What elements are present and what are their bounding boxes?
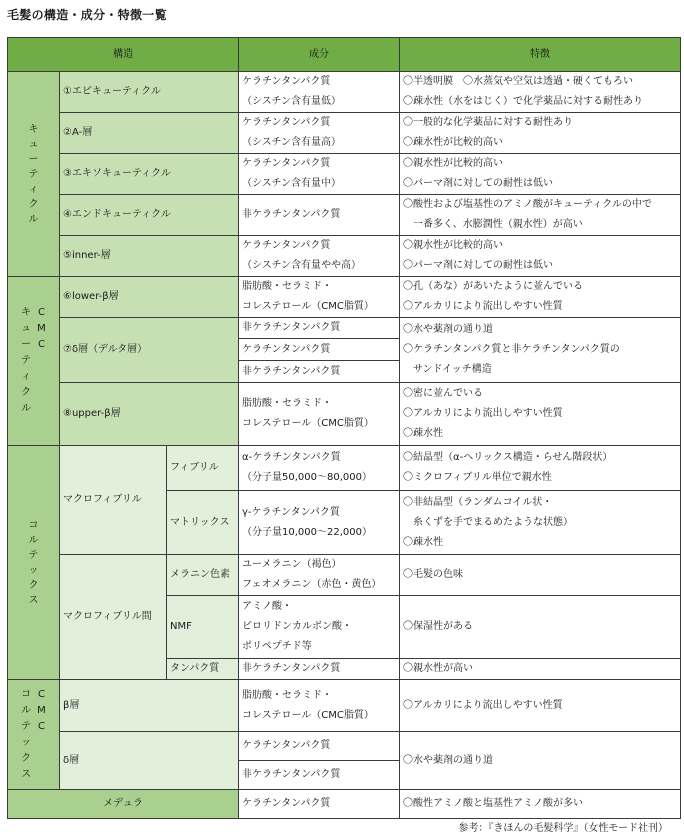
cell-line: 一番多く、水膨潤性（親水性）が高い <box>403 219 583 230</box>
component-cell <box>239 113 400 154</box>
cell-line: 〇孔（あな）があいたように並んでいる <box>403 281 583 292</box>
vertical-label-char: C <box>38 720 45 732</box>
cell-line: 〇結晶型（α-ヘリックス構造・らせん階段状） <box>403 452 613 463</box>
cell-line: コレステロール（CMC脂質） <box>242 301 374 312</box>
table-row <box>8 236 681 277</box>
structure-melanin: メラニン色素 <box>167 555 239 596</box>
component-cell <box>239 596 400 659</box>
cell-line: （シスチン含有量低） <box>242 96 341 107</box>
structure-beta-layer: β層 <box>60 680 239 732</box>
cell-line: 脂肪酸・セラミド・ <box>242 281 332 292</box>
cell-line: 〇非結晶型（ランダムコイル状・ <box>403 496 553 508</box>
table-row <box>8 680 681 732</box>
cell-line: ケラチンタンパク質 <box>242 798 331 809</box>
cell-line: 〇酸性および塩基性のアミノ酸がキューティクルの中で <box>403 199 652 210</box>
table-row <box>8 113 681 154</box>
cell-line: 〇毛髪の色味 <box>403 569 463 580</box>
structure-delta-layer: ⑦δ層（デルタ層） <box>60 318 239 383</box>
structure-exocuticle: ③エキソキューティクル <box>60 154 239 195</box>
table-row <box>8 318 681 339</box>
vertical-label-char: ュ <box>21 323 32 334</box>
structure-macrofibril-gap: マクロフィブリル間 <box>60 555 167 680</box>
cell-line: ケラチンタンパク質 <box>242 158 331 169</box>
vertical-label-char: テ <box>21 720 32 732</box>
vertical-label-char: ク <box>21 387 32 398</box>
component-cell <box>239 555 400 596</box>
feature-cell <box>400 318 681 383</box>
cell-line: ユーメラニン（褐色） <box>242 559 342 570</box>
table-row <box>8 195 681 236</box>
header-structure: 構造 <box>8 38 239 72</box>
cell-line: ポリペプチド等 <box>242 641 312 652</box>
cell-line: （分子量10,000～22,000） <box>242 526 372 538</box>
structure-protein: タンパク質 <box>167 659 239 680</box>
component-cell <box>239 72 400 113</box>
structure-a-layer: ②A-層 <box>60 113 239 154</box>
component-cell <box>239 277 400 318</box>
table-row <box>8 277 681 318</box>
vertical-label-char: ク <box>28 579 39 591</box>
cell-line: 脂肪酸・セラミド・ <box>242 398 332 409</box>
vertical-label-char: ュ <box>28 138 39 150</box>
cell-line: 〇ケラチンタンパク質と非ケラチンタンパク質の <box>403 344 620 355</box>
header-component: 成分 <box>239 38 400 72</box>
vertical-label-char: ス <box>21 768 32 780</box>
component-cell <box>239 195 400 236</box>
component-cell: ケラチンタンパク質 <box>239 732 400 761</box>
cell-line: （シスチン含有量中） <box>242 178 341 189</box>
component-cell <box>239 154 400 195</box>
cell-line: 〇疎水性が比較的高い <box>403 137 503 148</box>
feature-cell <box>400 732 681 790</box>
feature-cell <box>400 659 681 680</box>
structure-endocuticle: ④エンドキューティクル <box>60 195 239 236</box>
cell-line: γ-ケラチンタンパク質 <box>242 506 340 518</box>
cell-line: サンドイッチ構造 <box>403 364 492 375</box>
table-row <box>8 446 681 491</box>
vertical-label-char: ィ <box>21 371 32 382</box>
feature-cell <box>400 195 681 236</box>
vertical-label-char: C <box>38 307 45 318</box>
group-cortex-cmc <box>8 680 60 790</box>
component-cell <box>239 383 400 446</box>
vertical-label-char: キ <box>21 307 32 318</box>
cell-line: 非ケラチンタンパク質 <box>242 209 341 220</box>
cell-line: （分子量50,000～80,000） <box>242 472 372 483</box>
vertical-label-char: コ <box>21 688 32 700</box>
structure-macrofibril: マクロフィブリル <box>60 446 167 555</box>
feature-cell <box>400 72 681 113</box>
component-cell <box>239 659 400 680</box>
cell-line: コレステロール（CMC脂質） <box>242 709 374 721</box>
vertical-label-char: M <box>37 323 46 334</box>
component-cell <box>239 680 400 732</box>
cell-line: 〇保湿性がある <box>403 621 473 632</box>
vertical-label-char: テ <box>21 355 32 366</box>
table-row <box>8 383 681 446</box>
vertical-label-char: ク <box>21 752 32 764</box>
cell-line: 〇親水性が比較的高い <box>403 158 503 169</box>
cell-line: 〇半透明膜 〇水蒸気や空気は透過・硬くてもろい <box>403 76 633 87</box>
component-cell <box>239 491 400 555</box>
feature-cell <box>400 446 681 491</box>
vertical-label-char: ス <box>28 594 39 606</box>
cell-line: 非ケラチンタンパク質 <box>242 663 341 674</box>
cell-line: 〇親水性が高い <box>403 663 473 674</box>
component-cell: 非ケラチンタンパク質 <box>239 761 400 790</box>
cell-line: 〇水や薬剤の通り道 <box>403 324 493 335</box>
table-row <box>8 790 681 819</box>
cell-line: 〇アルカリにより流出しやすい性質 <box>403 408 563 419</box>
component-cell <box>239 790 400 819</box>
component-cell <box>239 446 400 491</box>
cell-line: 〇一般的な化学薬品に対する耐性あり <box>403 117 573 128</box>
source-footnote: 参考：『きほんの毛髪科学』（女性モード社刊） <box>458 823 668 834</box>
cell-line: ケラチンタンパク質 <box>242 117 331 128</box>
vertical-label-char: ー <box>28 153 39 165</box>
structure-lower-beta: ⑥lower-β層 <box>60 277 239 318</box>
cell-line: 〇アルカリにより流出しやすい性質 <box>403 301 563 312</box>
vertical-label-char: テ <box>28 549 39 561</box>
vertical-label-char: テ <box>28 168 39 180</box>
table-row <box>8 154 681 195</box>
table-header-row <box>8 38 681 72</box>
feature-cell <box>400 113 681 154</box>
vertical-label-char: C <box>38 339 45 350</box>
cell-line: 〇水や薬剤の通り道 <box>403 754 493 766</box>
cell-line: 〇パーマ剤に対しての耐性は低い <box>403 178 553 189</box>
group-cortex <box>8 446 60 680</box>
cell-line: ケラチンタンパク質 <box>242 240 331 251</box>
cell-line: 〇疎水性（水をはじく）で化学薬品に対する耐性あり <box>403 96 643 107</box>
vertical-label-char: M <box>37 704 46 716</box>
cell-line: 〇ミクロフィブリル単位で親水性 <box>403 472 552 483</box>
cell-line: フェオメラニン（赤色・黄色） <box>242 579 382 590</box>
feature-cell <box>400 277 681 318</box>
vertical-label-char: キ <box>28 123 39 135</box>
cell-line: コレステロール（CMC脂質） <box>242 418 374 429</box>
vertical-label-char: ィ <box>28 183 39 195</box>
vertical-label-char: ー <box>21 339 32 350</box>
cell-line: 〇密に並んでいる <box>403 388 483 399</box>
vertical-label-char: コ <box>28 519 39 531</box>
structure-epicuticle: ①エピキューティクル <box>60 72 239 113</box>
component-cell <box>239 236 400 277</box>
hair-structure-table <box>7 37 681 819</box>
vertical-label-char: ク <box>28 198 39 210</box>
table-row <box>8 732 681 761</box>
header-feature: 特徴 <box>400 38 681 72</box>
feature-cell <box>400 790 681 819</box>
cell-line: 〇親水性が比較的高い <box>403 240 503 251</box>
feature-cell <box>400 383 681 446</box>
component-cell: 非ケラチンタンパク質 <box>239 318 400 339</box>
vertical-label-char: ル <box>21 704 32 716</box>
cell-line: α-ケラチンタンパク質 <box>242 452 341 463</box>
component-cell: 非ケラチンタンパク質 <box>239 361 400 383</box>
vertical-label-char: ッ <box>28 564 39 576</box>
cell-line: 〇酸性アミノ酸と塩基性アミノ酸が多い <box>403 798 583 809</box>
vertical-label-char: ッ <box>21 736 32 748</box>
structure-fibril: フィブリル <box>167 446 239 491</box>
structure-matrix: マトリックス <box>167 491 239 555</box>
cell-line: 脂肪酸・セラミド・ <box>242 689 332 701</box>
group-cuticle <box>8 72 60 277</box>
feature-cell <box>400 154 681 195</box>
vertical-label-char: ル <box>28 534 39 546</box>
page-title: 毛髪の構造・成分・特徴一覧 <box>7 8 167 22</box>
structure-medulla: メデュラ <box>8 790 239 819</box>
component-cell: ケラチンタンパク質 <box>239 339 400 361</box>
cell-line: 〇パーマ剤に対しての耐性は低い <box>403 260 553 271</box>
cell-line: 〇疎水性 <box>403 536 443 548</box>
feature-cell <box>400 236 681 277</box>
vertical-label-char: C <box>38 688 45 700</box>
cell-line: ケラチンタンパク質 <box>242 76 331 87</box>
feature-cell <box>400 491 681 555</box>
cell-line: 〇アルカリにより流出しやすい性質 <box>403 699 563 711</box>
table-row <box>8 555 681 596</box>
structure-delta2-layer: δ層 <box>60 732 239 790</box>
feature-cell <box>400 555 681 596</box>
structure-nmf: NMF <box>167 596 239 659</box>
cell-line: 〇疎水性 <box>403 428 443 439</box>
cell-line: （シスチン含有量やや高） <box>242 260 361 271</box>
feature-cell <box>400 596 681 659</box>
cell-line: アミノ酸・ <box>242 601 292 612</box>
feature-cell <box>400 680 681 732</box>
structure-inner-layer: ⑤inner-層 <box>60 236 239 277</box>
vertical-label-char: ル <box>21 403 32 414</box>
cell-line: 糸くずを手でまるめたような状態） <box>403 516 573 528</box>
table-row <box>8 72 681 113</box>
structure-upper-beta: ⑧upper-β層 <box>60 383 239 446</box>
cell-line: ピロリドンカルボン酸・ <box>242 621 352 632</box>
vertical-label-char: ル <box>28 213 39 225</box>
cell-line: （シスチン含有量高） <box>242 137 341 148</box>
group-cuticle-cmc <box>8 277 60 446</box>
